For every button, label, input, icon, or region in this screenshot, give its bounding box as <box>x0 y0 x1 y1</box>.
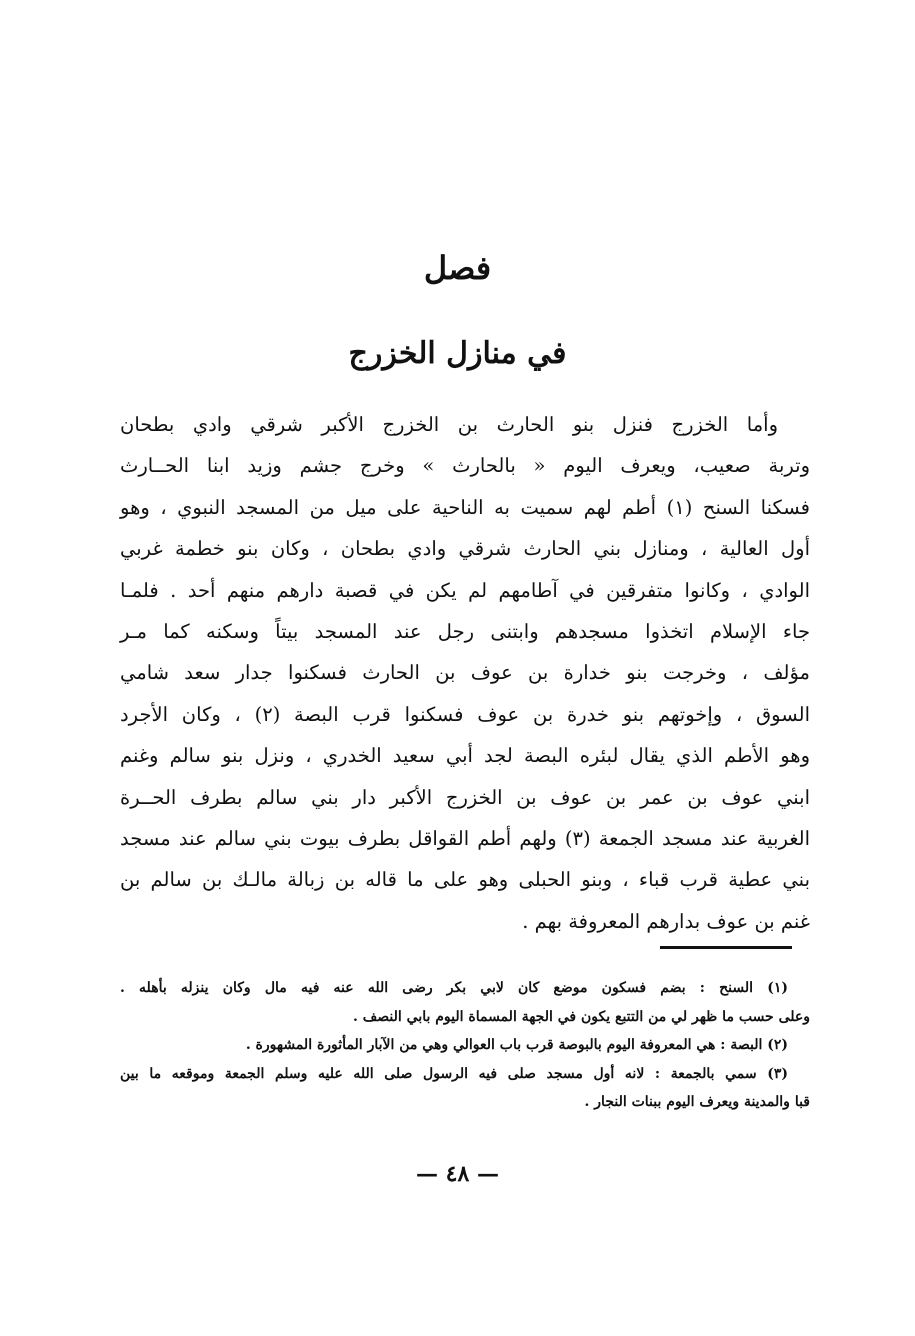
chapter-title: في منازل الخزرج <box>348 336 567 371</box>
body-text <box>120 404 810 942</box>
body-line: وهو الأطم الذي يقال لبئره البصة لجد أبي سعيد الخدري ، ونزل بنو سالم وغنم <box>120 744 810 768</box>
chapter-heading: فصل <box>423 249 492 287</box>
body-line: ابني عوف بن عمر بن عوف بن الخزرج الأكبر دار بني سالم بطرف الحــرة <box>120 785 810 809</box>
body-line: فسكنا السنح (١) أطم لهم سميت به الناحية على ميل من المسجد النبوي ، وهو <box>120 495 810 519</box>
footnotes <box>120 974 810 1117</box>
body-line: بني عطية قرب قباء ، وبنو الحبلى وهو على ما قاله بن زبالة مالـك بن سالم بن <box>120 868 810 892</box>
footnote-line: (٢) البصة : هي المعروفة اليوم بالبوصة قرب باب العوالي وهي من الآبار المأثورة المشهورة . <box>245 1037 788 1053</box>
body-line: وأما الخزرج فنزل بنو الحارث بن الخزرج الأكبر شرقي وادي بطحان <box>120 413 778 436</box>
body-line: الغربية عند مسجد الجمعة (٣) ولهم أطم القواقل بطرف بيوت بني سالم عند مسجد <box>120 826 810 850</box>
body-line: غنم بن عوف بدارهم المعروفة بهم . <box>522 909 810 933</box>
footnote-line: قبا والمدينة ويعرف اليوم ببنات النجار . <box>584 1094 810 1110</box>
body-line: أول العالية ، ومنازل بني الحارث شرقي وادي بطحان ، وكان بنو خطمة غربي <box>120 537 810 561</box>
body-line: الوادي ، وكانوا متفرقين في آطامهم لم يكن في قصبة دارهم منهم أحد . فلمـا <box>120 578 810 602</box>
footnote-line: (٣) سمي بالجمعة : لانه أول مسجد صلى فيه الرسول صلى الله عليه وسلم الجمعة وموقعه ما بين <box>120 1065 788 1082</box>
body-line: السوق ، وإخوتهم بنو خدرة بن عوف فسكنوا قرب البصة (٢) ، وكان الأجرد <box>120 702 810 726</box>
footnote-separator <box>660 946 792 949</box>
footnote-line: (١) السنح : بضم فسكون موضع كان لابي بكر رضى الله عنه فيه مال وكان ينزله بأهله . <box>120 980 788 996</box>
footnote-line: وعلى حسب ما ظهر لي من التتبع يكون في الجهة المسماة اليوم بابي النصف . <box>353 1008 810 1025</box>
body-line: جاء الإسلام اتخذوا مسجدهم وابتنى رجل عند المسجد بيتاً وسكنه كما مـر <box>120 619 810 643</box>
body-line: مؤلف ، وخرجت بنو خدارة بن عوف بن الحارث فسكنوا جدار سعد شامي <box>120 661 810 685</box>
page-number: — ٤٨ — <box>416 1161 499 1187</box>
body-line: وتربة صعيب، ويعرف اليوم « بالحارث » وخرج جشم وزيد ابنا الحــارث <box>120 454 810 478</box>
